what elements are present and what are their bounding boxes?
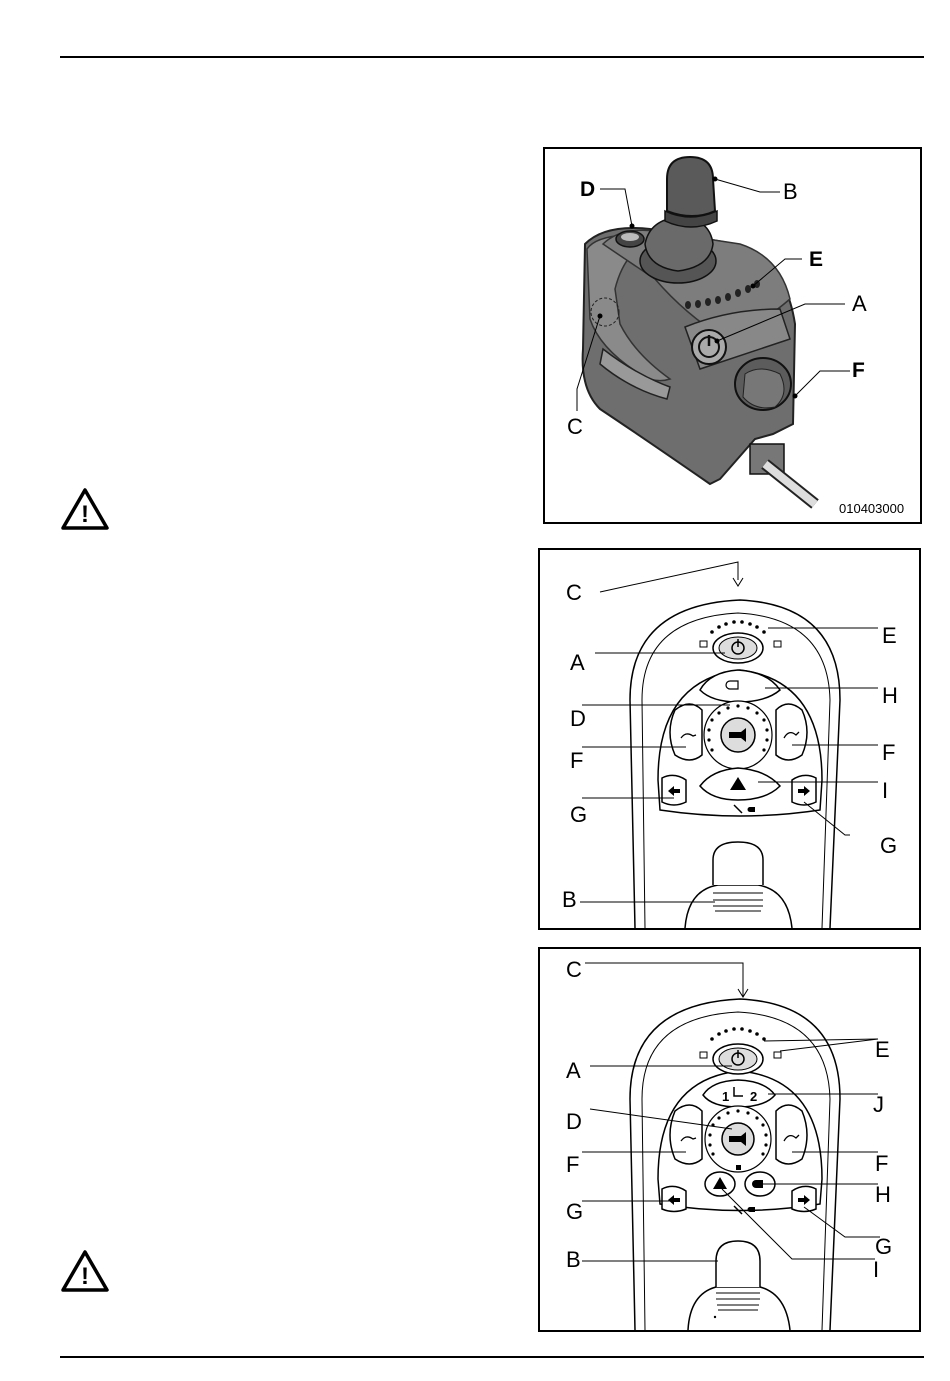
label-e: E [809, 248, 824, 271]
label-f-left: F [570, 748, 584, 773]
label-g-right: G [880, 833, 898, 858]
warning-glyph: ! [81, 501, 89, 528]
label-g-left: G [566, 1199, 584, 1224]
label-a: A [566, 1058, 581, 1083]
label-a: A [570, 650, 585, 675]
label-i: I [882, 778, 889, 803]
label-h: H [882, 683, 898, 708]
label-f-left: F [566, 1152, 580, 1177]
label-d: D [580, 178, 596, 201]
figure-panel-diagram-2 [538, 947, 921, 1332]
warning-triangle-icon [60, 1249, 110, 1293]
label-f-right: F [882, 740, 896, 765]
label-c: C [566, 957, 582, 982]
label-b: B [562, 887, 577, 912]
warning-triangle-icon [60, 487, 110, 531]
figure-panel-diagram-1 [538, 548, 921, 930]
figure-joystick-photo [543, 147, 922, 524]
seat-button-1: 1 [722, 1089, 730, 1104]
label-f-right: F [875, 1151, 889, 1176]
label-g-right: G [875, 1234, 893, 1259]
label-f: F [852, 359, 865, 382]
warning-glyph: ! [81, 1263, 89, 1290]
figure-code: 010403000 [839, 501, 905, 516]
label-h: H [875, 1182, 891, 1207]
label-g-left: G [570, 802, 588, 827]
footer-rule [60, 1356, 924, 1358]
label-d: D [570, 706, 586, 731]
seat-button-2: 2 [750, 1089, 758, 1104]
label-c: C [567, 414, 583, 439]
label-e: E [875, 1037, 890, 1062]
label-b: B [783, 179, 798, 204]
label-c: C [566, 580, 582, 605]
label-b: B [566, 1247, 581, 1272]
header-rule [60, 56, 924, 58]
label-d: D [566, 1109, 582, 1134]
label-i: I [873, 1257, 880, 1282]
label-a: A [852, 291, 867, 316]
label-e: E [882, 623, 897, 648]
label-j: J [873, 1092, 884, 1117]
